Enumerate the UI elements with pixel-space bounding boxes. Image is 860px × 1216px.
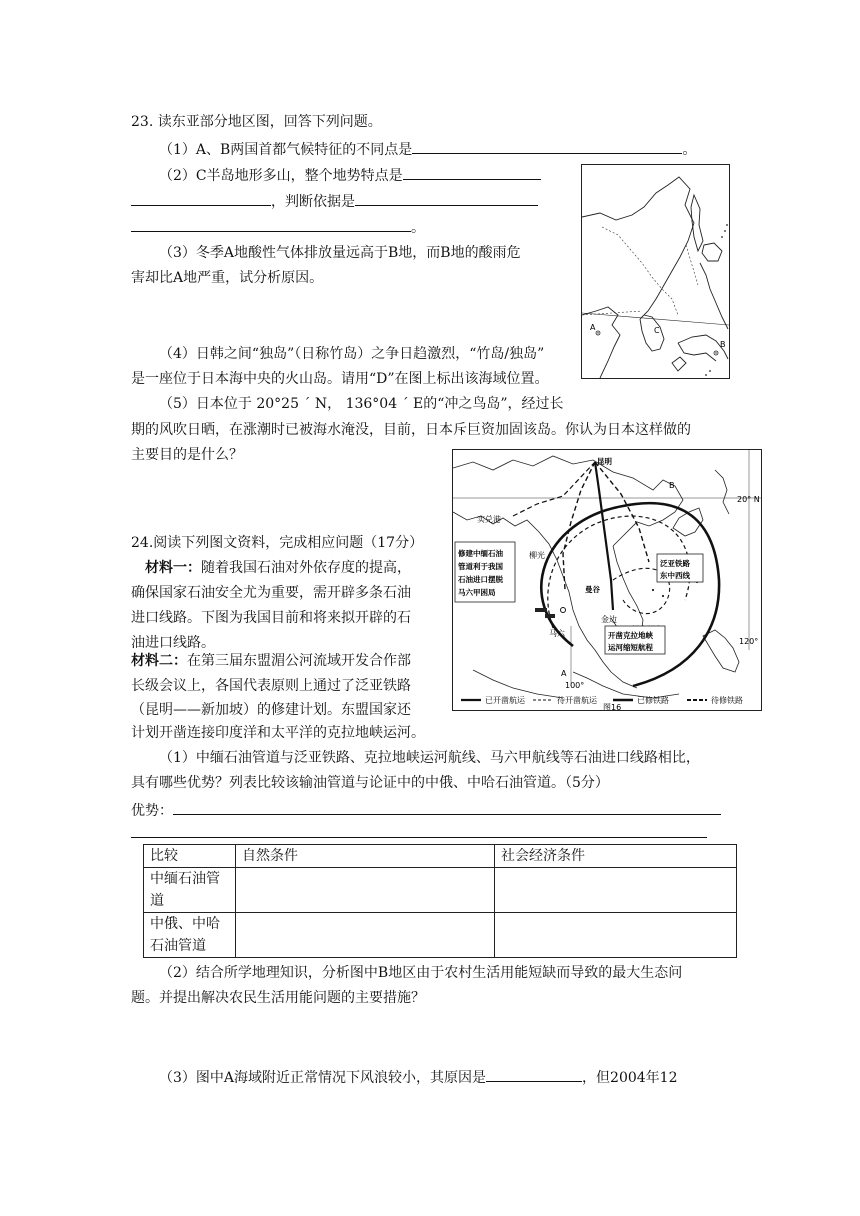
map2-kunming: 昆明: [597, 457, 612, 466]
q24-part3-text: （3）图中A海域附近正常情况下风浪较小，其原因是: [159, 1070, 487, 1086]
q24-m1-line4: 油进口线路。: [131, 635, 215, 651]
map2-fig: 图16: [603, 703, 622, 710]
map1-label-c: C: [654, 326, 660, 335]
q24-m1-line3: 进口线路。下图为我国目前和将来拟开辟的石: [131, 610, 411, 626]
q23-part2-line3: 。: [131, 216, 425, 238]
table-cell-input[interactable]: [495, 868, 737, 913]
east-asia-map-svg: [582, 165, 729, 378]
map2-lon120: 120°: [739, 637, 759, 646]
map2-box1-l2: 管道利于我国: [458, 562, 503, 571]
map2-legend1: 已开凿航运: [485, 696, 525, 705]
q23-part3-line1: （3）冬季A地酸性气体排放量远高于B地，而B地的酸雨危: [159, 245, 521, 261]
answer-blank[interactable]: [131, 190, 271, 206]
q24-advantage-line: [131, 799, 721, 821]
map1-label-b: B: [720, 340, 726, 349]
q24-m1a: 随着我国石油对外依存度的提高，: [201, 560, 411, 576]
table-header-cell: 社会经济条件: [495, 845, 737, 868]
table-header-cell: 自然条件: [236, 845, 495, 868]
map2-box3-l2: 运河缩短航程: [608, 643, 653, 652]
map2-box1-l1: 修建中缅石油: [458, 549, 503, 558]
q24-part3-line: [159, 1066, 677, 1088]
table-cell-input[interactable]: [236, 868, 495, 913]
q23-part2-line1: [159, 164, 541, 186]
answer-blank[interactable]: [131, 216, 411, 232]
row-label-line1: 中俄、中哈: [150, 916, 220, 932]
map2-shidou: 实兑港: [477, 515, 501, 524]
map1-label-a: A: [590, 323, 596, 332]
table-cell-input[interactable]: [236, 913, 495, 958]
q24-advantage-line2: [131, 822, 707, 844]
table-row: [144, 913, 737, 958]
row-label-line1: 中缅石油管: [150, 871, 220, 887]
q23-part5-line2: 期的风吹日晒，在涨潮时已被海水淹没，目前，日本斥巨资加固该岛。你认为日本这样做的: [131, 422, 691, 438]
map2-bangkok: 曼谷: [585, 585, 600, 594]
answer-blank[interactable]: [355, 190, 538, 206]
q24-m2-title: 材料二：: [131, 653, 187, 669]
q23-part4-line2: 是一座位于日本海中央的火山岛。请用“D”在图上标出该海域位置。: [131, 371, 549, 387]
oil-route-map-svg: [453, 450, 761, 710]
map2-box2-l1: 泛亚铁路: [660, 559, 690, 568]
q24-m2-line3: （昆明——新加坡）的修建计划。东盟国家还: [131, 702, 411, 718]
q24-m2-line2: 长级会议上，各国代表原则上通过了泛亚铁路: [131, 678, 411, 694]
map2-jinbian: 金边: [601, 615, 617, 624]
q24-m2-line4: 计划开凿连接印度洋和太平洋的克拉地峡运河。: [131, 725, 425, 741]
q23-part1-text: （1）A、B两国首都气候特征的不同点是: [159, 142, 413, 158]
map2-lancang: 柳光: [529, 551, 545, 560]
map2-mulaka: 马六: [549, 629, 565, 638]
q23-part5-line3: 主要目的是什么？: [131, 447, 243, 463]
q24-m2a: 在第三届东盟湄公河流域开发合作部: [187, 653, 411, 669]
q24-part1-line1: （1）中缅石油管道与泛亚铁路、克拉地峡运河航线、马六甲航线等石油进口线路相比，: [159, 750, 700, 766]
q23-part4-line1: （4）日韩之间“独岛”（日称竹岛）之争日趋激烈，“竹岛/独岛”: [159, 346, 545, 362]
map2-box1-l3: 石油进口摆脱: [458, 575, 503, 584]
row-label-line2: 石油管道: [150, 938, 206, 954]
map2-a: A: [561, 669, 567, 678]
answer-blank[interactable]: [173, 799, 721, 815]
table-row-label: [144, 868, 236, 913]
q24-m1-line2: 确保国家石油安全尤为重要，需开辟多条石油: [131, 585, 411, 601]
table-row: [144, 868, 737, 913]
answer-blank[interactable]: [486, 1066, 582, 1082]
q23-part5-line1: （5）日本位于 20°25 ´ N， 136°04 ´ E的“冲之鸟岛”，经过长: [159, 396, 564, 412]
q24-m1-title: 材料一：: [145, 560, 201, 576]
comparison-table: [143, 844, 737, 958]
map2-legend4: 待修铁路: [711, 696, 743, 705]
map2-box2-l2: 东中西线: [660, 571, 690, 580]
q24-part1-line2: 具有哪些优势？列表比较该输油管道与论证中的中俄、中哈石油管道。（5分）: [131, 775, 609, 791]
map2-legend2: 待开凿航运: [557, 696, 597, 705]
q23-intro: 23. 读东亚部分地区图，回答下列问题。: [131, 114, 382, 130]
answer-blank[interactable]: [412, 138, 682, 154]
table-header-row: [144, 845, 737, 868]
map2-lon100: 100°: [565, 681, 585, 690]
q24-part2-line1: （2）结合所学地理知识，分析图中B地区由于农村生活用能短缺而导致的最大生态问: [159, 965, 683, 981]
map2-b: B: [669, 481, 675, 490]
map2-lat20: 20° N: [737, 495, 760, 504]
table-header-cell: 比较: [144, 845, 236, 868]
q24-part2-line2: 题。并提出解决农民生活用能问题的主要措施？: [131, 990, 425, 1006]
q24-m2-line1: [131, 651, 411, 671]
q23-part2-line2: [131, 190, 538, 212]
east-asia-map: [581, 164, 730, 379]
q24-adv-label: 优势：: [131, 803, 173, 819]
answer-blank[interactable]: [131, 822, 707, 838]
map2-legend3: 已修铁路: [637, 696, 669, 705]
q24-part3-tail: ，但2004年12: [582, 1070, 678, 1086]
q24-intro: 24.阅读下列图文资料，完成相应问题（17分）: [131, 535, 424, 551]
q24-m1-line1: [145, 558, 411, 578]
q23-part1: （1）A、B两国首都气候特征的不同点是 。: [159, 138, 696, 160]
q23-part3-line2: 害却比A地严重，试分析原因。: [131, 270, 324, 286]
row-label-line2: 道: [150, 893, 164, 909]
map2-box1-l4: 马六甲困局: [458, 588, 496, 597]
map2-box3-l1: 开凿克拉地峡: [608, 631, 653, 640]
answer-blank[interactable]: [403, 164, 541, 180]
q23-part2-basis: ，判断依据是: [271, 194, 355, 210]
oil-route-map: [452, 449, 762, 711]
q23-part2-text: （2）C半岛地形多山，整个地势特点是: [159, 168, 403, 184]
table-cell-input[interactable]: [495, 913, 737, 958]
table-row-label: [144, 913, 236, 958]
